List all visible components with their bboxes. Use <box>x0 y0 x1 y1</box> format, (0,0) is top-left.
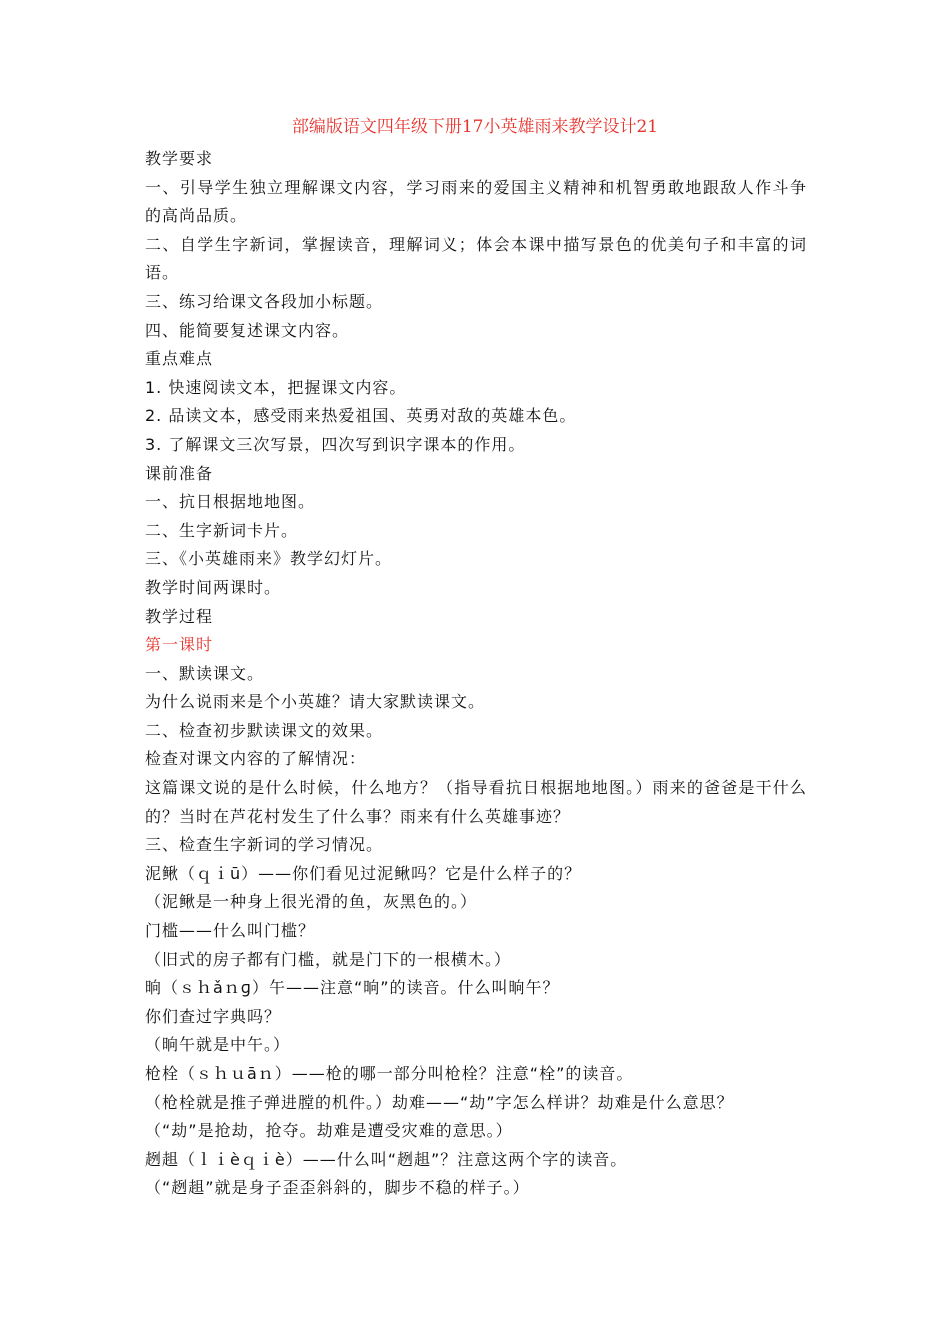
paragraph-line: （“趔趄”就是身子歪歪斜斜的，脚步不稳的样子。） <box>145 1178 530 1198</box>
paragraph-line: 晌（ｓｈǎｎɡ）午——注意“晌”的读音。什么叫晌午？ <box>145 978 560 998</box>
paragraph-line: 教学时间两课时。 <box>145 577 282 597</box>
paragraph-line: （旧式的房子都有门槛，就是门下的一根横木。） <box>145 949 512 969</box>
paragraph-line: 为什么说雨来是个小英雄？请大家默读课文。 <box>145 692 486 712</box>
section-heading-red: 第一课时 <box>145 635 214 655</box>
paragraph-line: 教学要求 <box>145 149 214 168</box>
paragraph-line: 课前准备 <box>145 463 214 483</box>
paragraph-line: （枪栓就是推子弹进膛的机件。）劫难——“劫”字怎么样讲？劫难是什么意思？ <box>145 1092 734 1112</box>
paragraph-line: 1. 快速阅读文本，把握课文内容。 <box>145 377 407 397</box>
paragraph-line: 门槛——什么叫门槛？ <box>145 921 316 941</box>
paragraph-line: （泥鳅是一种身上很光滑的鱼，灰黑色的。） <box>145 892 478 912</box>
paragraph-line: 这篇课文说的是什么时候，什么地方？（指导看抗日根据地地图。）雨来的爸爸是干什么的？当时在芦花村发生了什么事？雨来有什么英雄事迹？ <box>145 778 807 826</box>
paragraph-line: 三、《小英雄雨来》教学幻灯片。 <box>145 549 393 569</box>
paragraph-line: 趔趄（ｌｉèｑｉè）——什么叫“趔趄”？注意这两个字的读音。 <box>145 1149 628 1169</box>
paragraph-line: 枪栓（ｓｈｕāｎ）——枪的哪一部分叫枪栓？注意“栓”的读音。 <box>145 1064 634 1083</box>
paragraph-line: 2. 品读文本，感受雨来热爱祖国、英勇对敌的英雄本色。 <box>145 406 577 426</box>
paragraph-line: 重点难点 <box>145 349 214 369</box>
paragraph-line: （晌午就是中午。） <box>145 1035 291 1055</box>
paragraph-line: 泥鳅（ｑｉū）——你们看见过泥鳅吗？它是什么样子的？ <box>145 863 582 883</box>
paragraph-line: 三、练习给课文各段加小标题。 <box>145 291 384 311</box>
document-title: 部编版语文四年级下册17小英雄雨来教学设计21 <box>291 117 659 137</box>
paragraph-line: 一、抗日根据地地图。 <box>145 492 316 512</box>
paragraph-line: 一、默读课文。 <box>145 663 265 683</box>
paragraph-line: 四、能简要复述课文内容。 <box>145 320 350 340</box>
paragraph-line: 三、检查生字新词的学习情况。 <box>145 835 384 855</box>
paragraph-line: 二、自学生字新词，掌握读音，理解词义；体会本课中描写景色的优美句子和丰富的词语。 <box>145 234 807 283</box>
paragraph-line: 你们查过字典吗？ <box>145 1006 282 1026</box>
paragraph-line: 3. 了解课文三次写景，四次写到识字课本的作用。 <box>145 434 526 454</box>
paragraph-line: （“劫”是抢劫，抢夺。劫难是遭受灾难的意思。） <box>145 1121 513 1141</box>
paragraph-line: 教学过程 <box>145 606 214 626</box>
document-body <box>145 145 807 1203</box>
paragraph-line: 一、引导学生独立理解课文内容，学习雨来的爱国主义精神和机智勇敢地跟敌人作斗争的高尚品质。 <box>145 177 807 226</box>
paragraph-line: 二、检查初步默读课文的效果。 <box>145 720 384 740</box>
paragraph-line: 检查对课文内容的了解情况： <box>145 749 367 769</box>
paragraph-line: 二、生字新词卡片。 <box>145 520 299 540</box>
